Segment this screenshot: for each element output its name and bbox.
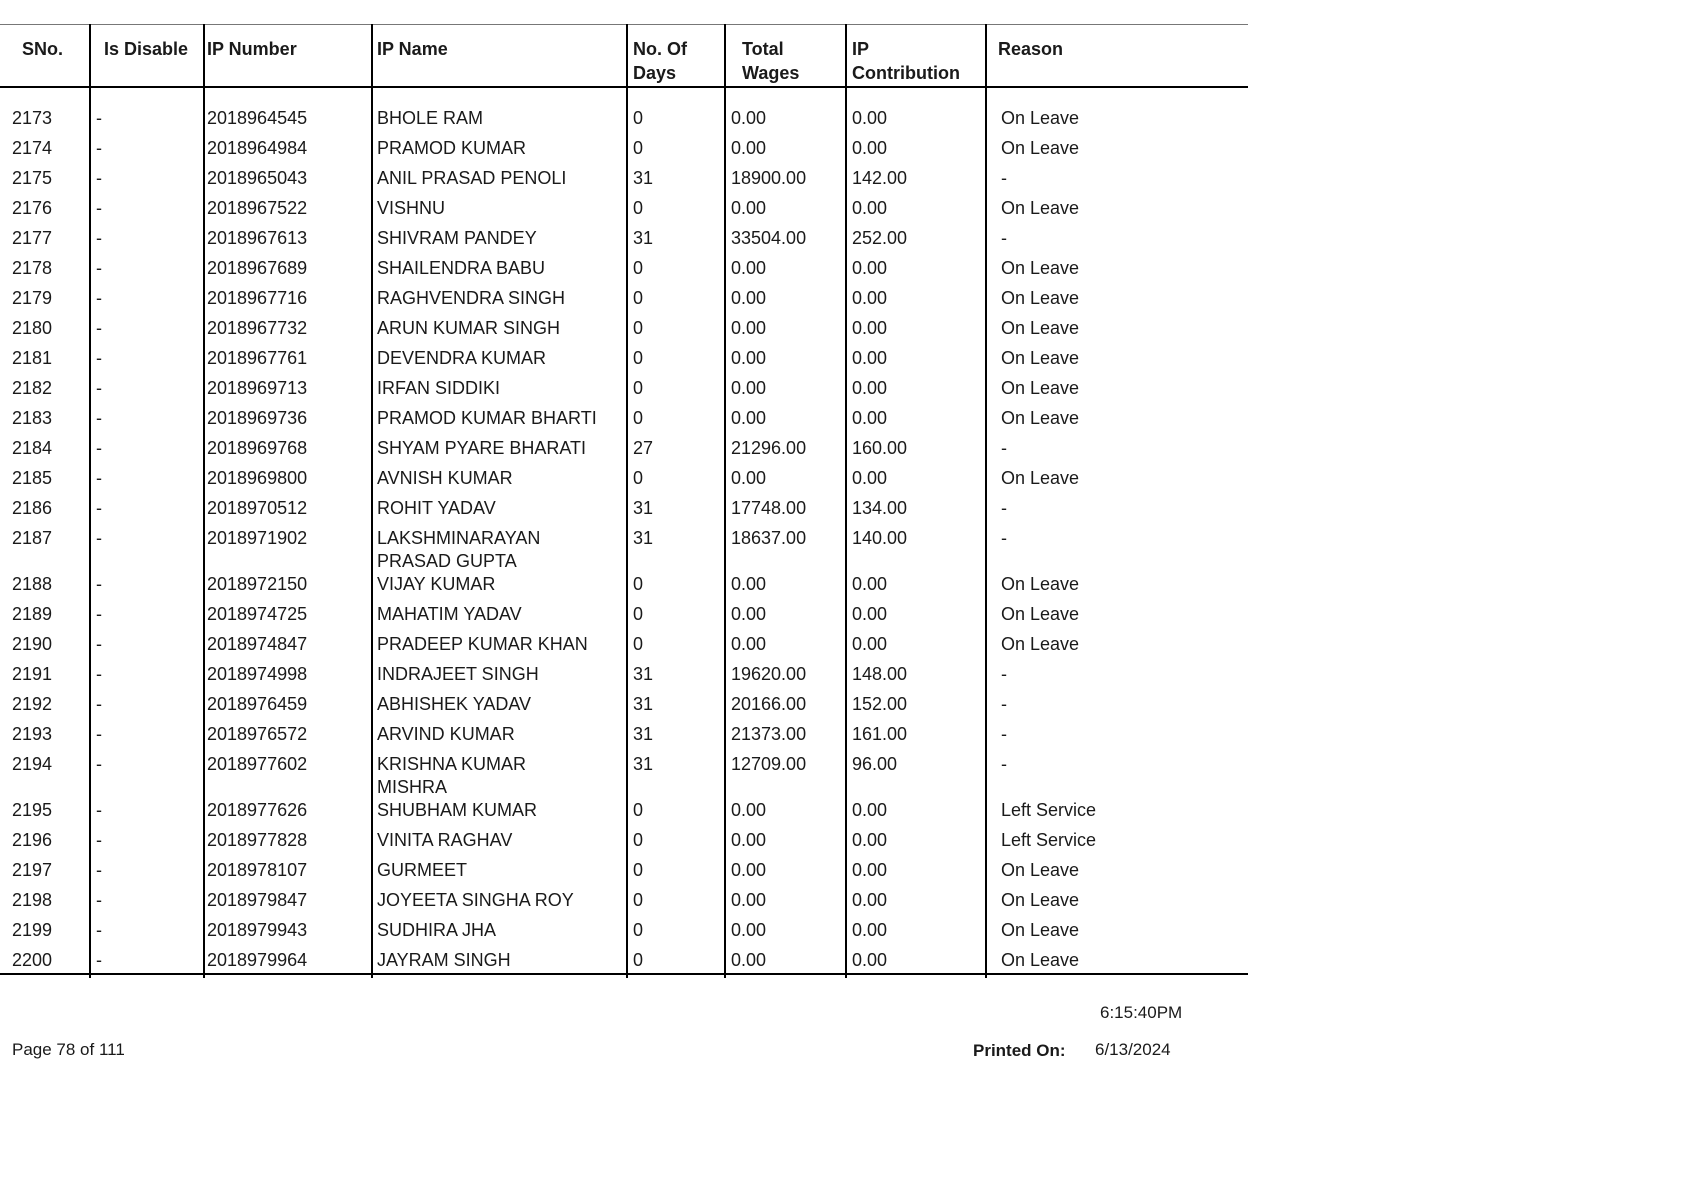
wages-cell: 0.00 [731, 288, 767, 308]
wages-cell: 0.00 [731, 800, 767, 820]
sno-cell: 2192 [12, 694, 53, 714]
ip-name-cell: VISHNU [377, 198, 446, 218]
ip-number-cell: 2018967716 [207, 288, 308, 308]
sno-cell: 2189 [12, 604, 53, 624]
ip-number-cell: 2018976572 [207, 724, 308, 744]
ip-number-cell: 2018964984 [207, 138, 308, 158]
days-cell: 27 [633, 438, 654, 458]
days-cell: 31 [633, 664, 654, 684]
wages-cell: 18637.00 [731, 528, 807, 548]
ip-number-cell: 2018974725 [207, 604, 308, 624]
days-cell: 31 [633, 168, 654, 188]
is-disable-cell: - [96, 890, 102, 910]
contribution-cell: 0.00 [852, 800, 888, 820]
wages-cell: 19620.00 [731, 664, 807, 684]
contribution-cell: 0.00 [852, 408, 888, 428]
sno-cell: 2193 [12, 724, 53, 744]
column-header-reason: Reason [998, 39, 1064, 59]
contribution-cell: 152.00 [852, 694, 908, 714]
sno-cell: 2178 [12, 258, 53, 278]
ip-number-cell: 2018969713 [207, 378, 308, 398]
is-disable-cell: - [96, 168, 102, 188]
reason-cell: - [1001, 724, 1007, 744]
days-cell: 31 [633, 694, 654, 714]
wages-cell: 21373.00 [731, 724, 807, 744]
ip-number-cell: 2018964545 [207, 108, 308, 128]
reason-cell: - [1001, 694, 1007, 714]
days-cell: 0 [633, 574, 644, 594]
ip-number-cell: 2018971902 [207, 528, 308, 548]
reason-cell: - [1001, 528, 1007, 548]
column-header-days: No. Of Days [633, 39, 687, 83]
wages-cell: 0.00 [731, 408, 767, 428]
reason-cell: On Leave [1001, 890, 1080, 910]
sno-cell: 2191 [12, 664, 53, 684]
days-cell: 0 [633, 468, 644, 488]
ip-number-cell: 2018977602 [207, 754, 308, 774]
wages-cell: 0.00 [731, 318, 767, 338]
column-divider [626, 24, 628, 978]
ip-name-cell: ANIL PRASAD PENOLI [377, 168, 567, 188]
is-disable-cell: - [96, 664, 102, 684]
contribution-cell: 148.00 [852, 664, 908, 684]
wages-cell: 20166.00 [731, 694, 807, 714]
wages-cell: 0.00 [731, 574, 767, 594]
is-disable-cell: - [96, 950, 102, 970]
wages-cell: 17748.00 [731, 498, 807, 518]
contribution-cell: 0.00 [852, 860, 888, 880]
wages-cell: 33504.00 [731, 228, 807, 248]
contribution-cell: 0.00 [852, 830, 888, 850]
is-disable-cell: - [96, 228, 102, 248]
ip-name-cell: PRAMOD KUMAR BHARTI [377, 408, 597, 428]
ip-name-cell: ARVIND KUMAR [377, 724, 515, 744]
contribution-cell: 0.00 [852, 258, 888, 278]
column-divider [371, 24, 373, 978]
ip-name-cell: RAGHVENDRA SINGH [377, 288, 566, 308]
ip-name-cell: JAYRAM SINGH [377, 950, 511, 970]
contribution-cell: 0.00 [852, 318, 888, 338]
ip-number-cell: 2018970512 [207, 498, 308, 518]
sno-cell: 2177 [12, 228, 53, 248]
contribution-cell: 0.00 [852, 108, 888, 128]
is-disable-cell: - [96, 634, 102, 654]
is-disable-cell: - [96, 498, 102, 518]
ip-name-cell: LAKSHMINARAYAN [377, 528, 541, 548]
wages-cell: 12709.00 [731, 754, 807, 774]
days-cell: 0 [633, 890, 644, 910]
ip-number-cell: 2018967761 [207, 348, 308, 368]
contribution-cell: 0.00 [852, 634, 888, 654]
ip-number-cell: 2018976459 [207, 694, 308, 714]
sno-cell: 2175 [12, 168, 53, 188]
column-header-sno: SNo. [22, 39, 64, 59]
contribution-cell: 0.00 [852, 198, 888, 218]
ip-name-cell: SUDHIRA JHA [377, 920, 497, 940]
wages-cell: 0.00 [731, 950, 767, 970]
ip-name-cell: SHAILENDRA BABU [377, 258, 546, 278]
printed-time: 6:15:40PM [1100, 1003, 1183, 1022]
days-cell: 0 [633, 950, 644, 970]
wages-cell: 0.00 [731, 348, 767, 368]
ip-name-cell: JOYEETA SINGHA ROY [377, 890, 574, 910]
is-disable-cell: - [96, 318, 102, 338]
ip-name-cell: MAHATIM YADAV [377, 604, 522, 624]
days-cell: 31 [633, 498, 654, 518]
ip-number-cell: 2018969768 [207, 438, 308, 458]
contribution-cell: 0.00 [852, 604, 888, 624]
ip-number-cell: 2018977626 [207, 800, 308, 820]
sno-cell: 2185 [12, 468, 53, 488]
is-disable-cell: - [96, 800, 102, 820]
sno-cell: 2195 [12, 800, 53, 820]
contribution-cell: 142.00 [852, 168, 908, 188]
ip-number-cell: 2018978107 [207, 860, 308, 880]
reason-cell: - [1001, 438, 1007, 458]
is-disable-cell: - [96, 604, 102, 624]
days-cell: 0 [633, 318, 644, 338]
is-disable-cell: - [96, 288, 102, 308]
page-indicator: Page 78 of 111 [12, 1040, 125, 1059]
reason-cell: On Leave [1001, 574, 1080, 594]
reason-cell: On Leave [1001, 138, 1080, 158]
column-divider [845, 24, 847, 978]
contribution-cell: 0.00 [852, 468, 888, 488]
days-cell: 0 [633, 800, 644, 820]
column-header-is-disable: Is Disable [104, 39, 189, 59]
ip-number-cell: 2018979943 [207, 920, 308, 940]
ip-name-cell: PRADEEP KUMAR KHAN [377, 634, 588, 654]
is-disable-cell: - [96, 468, 102, 488]
ip-name-cell: SHIVRAM PANDEY [377, 228, 537, 248]
is-disable-cell: - [96, 438, 102, 458]
column-divider [724, 24, 726, 978]
table-bottom-rule [0, 973, 1248, 975]
reason-cell: On Leave [1001, 950, 1080, 970]
days-cell: 0 [633, 920, 644, 940]
wages-cell: 0.00 [731, 920, 767, 940]
column-divider [203, 24, 205, 978]
sno-cell: 2198 [12, 890, 53, 910]
reason-cell: On Leave [1001, 258, 1080, 278]
is-disable-cell: - [96, 138, 102, 158]
wages-cell: 21296.00 [731, 438, 807, 458]
sno-cell: 2199 [12, 920, 53, 940]
days-cell: 0 [633, 258, 644, 278]
reason-cell: - [1001, 168, 1007, 188]
ip-name-cell: AVNISH KUMAR [377, 468, 513, 488]
days-cell: 0 [633, 108, 644, 128]
column-divider [89, 24, 91, 978]
ip-name-cell: DEVENDRA KUMAR [377, 348, 547, 368]
is-disable-cell: - [96, 378, 102, 398]
ip-number-cell: 2018967689 [207, 258, 308, 278]
wages-cell: 0.00 [731, 468, 767, 488]
days-cell: 0 [633, 348, 644, 368]
sno-cell: 2176 [12, 198, 53, 218]
reason-cell: On Leave [1001, 634, 1080, 654]
is-disable-cell: - [96, 108, 102, 128]
ip-number-cell: 2018967522 [207, 198, 308, 218]
column-header-ip-name: IP Name [377, 39, 448, 59]
contribution-cell: 0.00 [852, 138, 888, 158]
ip-name-cell: SHUBHAM KUMAR [377, 800, 538, 820]
ip-name-cell: VIJAY KUMAR [377, 574, 496, 594]
ip-number-cell: 2018967732 [207, 318, 308, 338]
printed-on-label: Printed On: [973, 1041, 1066, 1060]
contribution-cell: 0.00 [852, 950, 888, 970]
ip-name-cell: GURMEET [377, 860, 467, 880]
days-cell: 0 [633, 378, 644, 398]
is-disable-cell: - [96, 528, 102, 548]
ip-name-cell: INDRAJEET SINGH [377, 664, 539, 684]
wages-cell: 0.00 [731, 258, 767, 278]
ip-number-cell: 2018969800 [207, 468, 308, 488]
contribution-cell: 140.00 [852, 528, 908, 548]
is-disable-cell: - [96, 348, 102, 368]
contribution-cell: 0.00 [852, 574, 888, 594]
ip-name-cell: SHYAM PYARE BHARATI [377, 438, 587, 458]
contribution-cell: 161.00 [852, 724, 908, 744]
days-cell: 0 [633, 604, 644, 624]
reason-cell: On Leave [1001, 408, 1080, 428]
is-disable-cell: - [96, 920, 102, 940]
sno-cell: 2173 [12, 108, 53, 128]
ip-number-cell: 2018967613 [207, 228, 308, 248]
contribution-cell: 160.00 [852, 438, 908, 458]
wages-cell: 0.00 [731, 890, 767, 910]
contribution-cell: 0.00 [852, 288, 888, 308]
wages-cell: 0.00 [731, 378, 767, 398]
sno-cell: 2174 [12, 138, 53, 158]
contribution-cell: 0.00 [852, 348, 888, 368]
contribution-cell: 134.00 [852, 498, 908, 518]
sno-cell: 2187 [12, 528, 53, 548]
sno-cell: 2186 [12, 498, 53, 518]
printed-date: 6/13/2024 [1095, 1040, 1171, 1059]
ip-name-cell: ARUN KUMAR SINGH [377, 318, 561, 338]
ip-number-cell: 2018965043 [207, 168, 308, 188]
wages-cell: 0.00 [731, 830, 767, 850]
wages-cell: 0.00 [731, 634, 767, 654]
reason-cell: - [1001, 498, 1007, 518]
days-cell: 0 [633, 830, 644, 850]
ip-name-cell: KRISHNA KUMAR [377, 754, 527, 774]
reason-cell: On Leave [1001, 378, 1080, 398]
wages-cell: 0.00 [731, 604, 767, 624]
days-cell: 0 [633, 198, 644, 218]
sno-cell: 2180 [12, 318, 53, 338]
contribution-cell: 96.00 [852, 754, 898, 774]
sno-cell: 2184 [12, 438, 53, 458]
is-disable-cell: - [96, 830, 102, 850]
days-cell: 0 [633, 138, 644, 158]
reason-cell: Left Service [1001, 800, 1097, 820]
contribution-cell: 252.00 [852, 228, 908, 248]
is-disable-cell: - [96, 754, 102, 774]
wages-cell: 0.00 [731, 138, 767, 158]
wages-cell: 0.00 [731, 198, 767, 218]
ip-name-cell: IRFAN SIDDIKI [377, 378, 501, 398]
reason-cell: Left Service [1001, 830, 1097, 850]
days-cell: 31 [633, 228, 654, 248]
ip-number-cell: 2018977828 [207, 830, 308, 850]
ip-name-cell: PRAMOD KUMAR [377, 138, 527, 158]
sno-cell: 2183 [12, 408, 53, 428]
days-cell: 31 [633, 724, 654, 744]
ip-number-cell: 2018969736 [207, 408, 308, 428]
is-disable-cell: - [96, 860, 102, 880]
reason-cell: On Leave [1001, 348, 1080, 368]
is-disable-cell: - [96, 258, 102, 278]
days-cell: 31 [633, 528, 654, 548]
wages-cell: 0.00 [731, 860, 767, 880]
ip-name-cell-line-2: MISHRA [377, 777, 448, 797]
header-top-rule [0, 24, 1248, 25]
ip-name-cell: ABHISHEK YADAV [377, 694, 532, 714]
reason-cell: On Leave [1001, 860, 1080, 880]
sno-cell: 2197 [12, 860, 53, 880]
reason-cell: On Leave [1001, 604, 1080, 624]
wages-cell: 0.00 [731, 108, 767, 128]
ip-number-cell: 2018979964 [207, 950, 308, 970]
sno-cell: 2188 [12, 574, 53, 594]
reason-cell: On Leave [1001, 318, 1080, 338]
sno-cell: 2190 [12, 634, 53, 654]
ip-number-cell: 2018972150 [207, 574, 308, 594]
sno-cell: 2181 [12, 348, 53, 368]
days-cell: 0 [633, 634, 644, 654]
ip-name-cell: BHOLE RAM [377, 108, 484, 128]
column-header-ip-number: IP Number [207, 39, 297, 59]
days-cell: 0 [633, 288, 644, 308]
column-header-wages: Total Wages [742, 39, 800, 83]
is-disable-cell: - [96, 694, 102, 714]
ip-number-cell: 2018979847 [207, 890, 308, 910]
sno-cell: 2200 [12, 950, 53, 970]
days-cell: 31 [633, 754, 654, 774]
sno-cell: 2194 [12, 754, 53, 774]
reason-cell: On Leave [1001, 288, 1080, 308]
contribution-cell: 0.00 [852, 378, 888, 398]
reason-cell: On Leave [1001, 108, 1080, 128]
reason-cell: - [1001, 664, 1007, 684]
days-cell: 0 [633, 860, 644, 880]
reason-cell: - [1001, 754, 1007, 774]
ip-name-cell: VINITA RAGHAV [377, 830, 513, 850]
reason-cell: On Leave [1001, 198, 1080, 218]
sno-cell: 2196 [12, 830, 53, 850]
ip-name-cell-line-2: PRASAD GUPTA [377, 551, 517, 571]
reason-cell: On Leave [1001, 468, 1080, 488]
ip-number-cell: 2018974847 [207, 634, 308, 654]
reason-cell: - [1001, 228, 1007, 248]
wages-cell: 18900.00 [731, 168, 807, 188]
sno-cell: 2182 [12, 378, 53, 398]
is-disable-cell: - [96, 198, 102, 218]
is-disable-cell: - [96, 724, 102, 744]
days-cell: 0 [633, 408, 644, 428]
column-header-contribution: IP Contribution [852, 39, 960, 83]
reason-cell: On Leave [1001, 920, 1080, 940]
ip-name-cell: ROHIT YADAV [377, 498, 496, 518]
contribution-cell: 0.00 [852, 890, 888, 910]
header-bottom-rule [0, 86, 1248, 88]
ip-number-cell: 2018974998 [207, 664, 308, 684]
contribution-cell: 0.00 [852, 920, 888, 940]
column-divider [985, 24, 987, 978]
is-disable-cell: - [96, 574, 102, 594]
is-disable-cell: - [96, 408, 102, 428]
sno-cell: 2179 [12, 288, 53, 308]
